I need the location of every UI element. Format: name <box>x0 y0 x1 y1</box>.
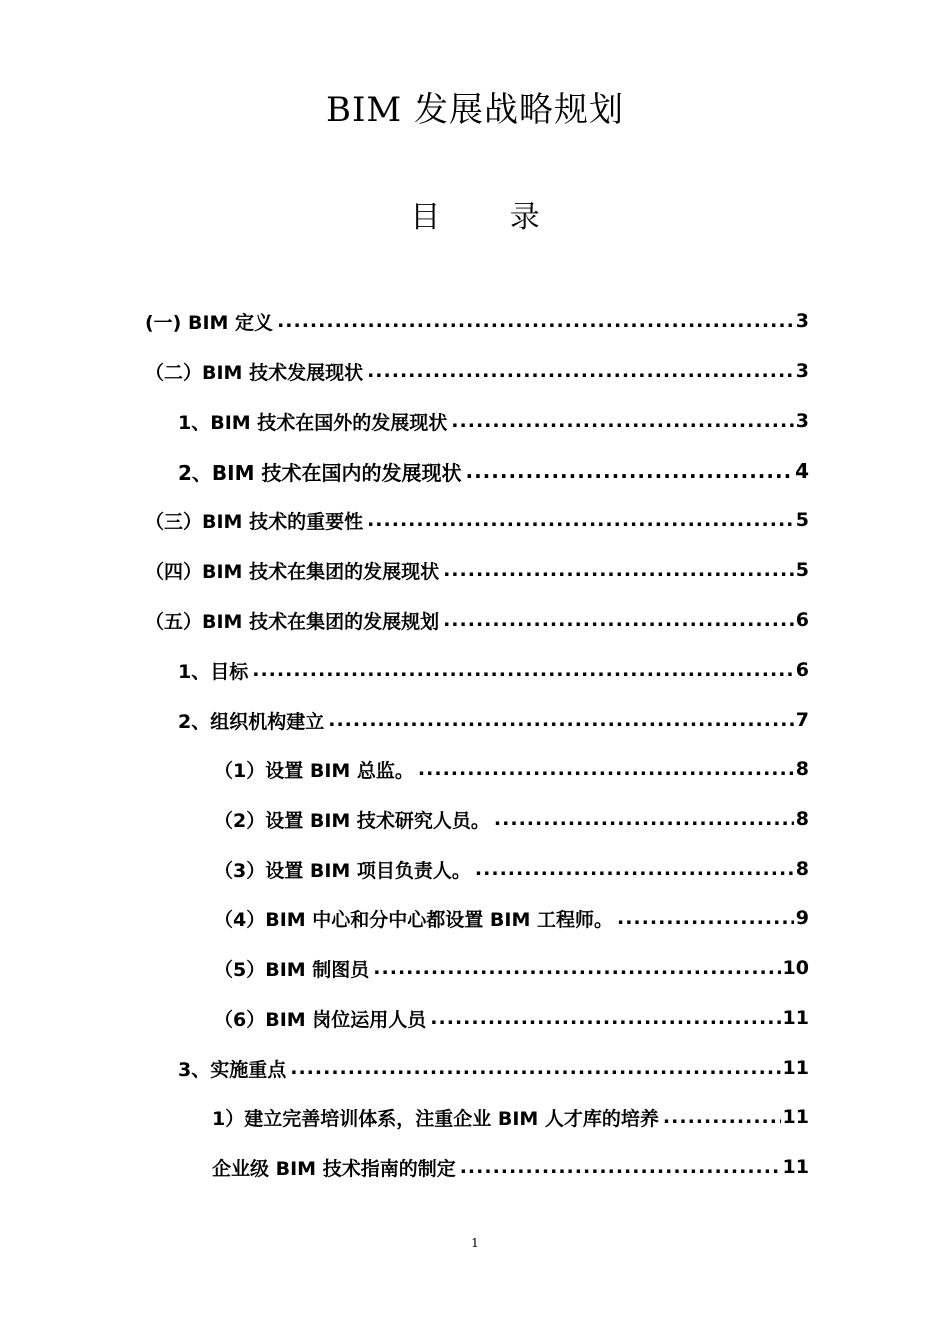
toc-entry-page: 7 <box>795 709 809 731</box>
toc-entry-page: 3 <box>795 310 809 332</box>
toc-entry[interactable] <box>178 400 809 442</box>
toc-entry-page: 6 <box>795 609 809 631</box>
toc-entry[interactable] <box>178 649 809 691</box>
toc-dot-leader <box>443 559 794 581</box>
toc-dot-leader <box>617 907 794 929</box>
toc-dot-leader <box>328 709 794 731</box>
toc-entry-text: （4）BIM 中心和分中心都设置 BIM 工程师。 <box>214 908 613 931</box>
toc-entry-page: 4 <box>795 459 809 483</box>
toc-entry-page: 10 <box>782 957 809 979</box>
toc-entry[interactable] <box>145 599 809 641</box>
toc-entry-page: 11 <box>782 1156 809 1178</box>
toc-entry[interactable] <box>178 450 809 492</box>
toc-entry-text: （二）BIM 技术发展现状 <box>145 361 364 384</box>
toc-entry-text: （2）设置 BIM 技术研究人员。 <box>214 809 490 832</box>
toc-entry-text: 1）建立完善培训体系，注重企业 BIM 人才库的培养 <box>212 1107 659 1130</box>
toc-entry[interactable] <box>214 748 809 790</box>
toc-entry[interactable] <box>145 300 809 342</box>
toc-dot-leader <box>494 808 794 830</box>
toc-entry-text: （四）BIM 技术在集团的发展现状 <box>145 560 440 583</box>
toc-entry-page: 8 <box>795 758 809 780</box>
toc-entry-text: （三）BIM 技术的重要性 <box>145 510 364 533</box>
toc-entry-text: 企业级 BIM 技术指南的制定 <box>212 1157 456 1180</box>
toc-entry-text: （1）设置 BIM 总监。 <box>214 759 414 782</box>
toc-entry-page: 8 <box>795 858 809 880</box>
toc-entry[interactable] <box>214 798 809 840</box>
toc-dot-leader <box>443 609 794 631</box>
toc-dot-leader <box>430 1007 780 1029</box>
toc-entry[interactable] <box>145 499 809 541</box>
toc-dot-leader <box>277 310 794 332</box>
toc-entry-text: 3、实施重点 <box>178 1058 287 1081</box>
toc-entry-page: 11 <box>782 1106 809 1128</box>
document-title: BIM 发展战略规划 <box>325 90 625 130</box>
toc-entry[interactable] <box>178 1047 809 1089</box>
toc-entry[interactable] <box>212 1146 809 1188</box>
toc-entry[interactable] <box>214 897 809 939</box>
toc-entry-page: 3 <box>795 410 809 432</box>
toc-heading: 目 录 <box>410 200 570 235</box>
toc-dot-leader <box>290 1057 780 1079</box>
toc-entry-text: 1、目标 <box>178 660 249 683</box>
toc-dot-leader <box>252 659 794 681</box>
toc-entry-text: 2、BIM 技术在国内的发展现状 <box>178 460 462 485</box>
toc-dot-leader <box>367 360 794 382</box>
toc-entry-text: 1、BIM 技术在国外的发展现状 <box>178 411 448 434</box>
toc-entry[interactable] <box>178 699 809 741</box>
toc-dot-leader <box>451 410 793 432</box>
toc-dot-leader <box>418 758 794 780</box>
toc-entry-page: 5 <box>795 509 809 531</box>
toc-entry-page: 11 <box>782 1007 809 1029</box>
toc-entry-page: 3 <box>795 360 809 382</box>
toc-entry[interactable] <box>212 1096 809 1138</box>
toc-entry-text: (一) BIM 定义 <box>145 311 274 334</box>
toc-dot-leader <box>373 957 780 979</box>
toc-entry-page: 11 <box>782 1057 809 1079</box>
toc-entry[interactable] <box>214 947 809 989</box>
toc-entry[interactable] <box>145 549 809 591</box>
toc-entry-text: （3）设置 BIM 项目负责人。 <box>214 859 471 882</box>
toc-entry-page: 9 <box>795 907 809 929</box>
toc-dot-leader <box>465 459 793 483</box>
toc-dot-leader <box>475 858 794 880</box>
toc-dot-leader <box>460 1156 781 1178</box>
toc-entry[interactable] <box>214 997 809 1039</box>
toc-entry-page: 8 <box>795 808 809 830</box>
toc-entry-text: （五）BIM 技术在集团的发展规划 <box>145 610 440 633</box>
toc-entry-text: 2、组织机构建立 <box>178 710 325 733</box>
page-number: 1 <box>471 1236 479 1250</box>
toc-entry-page: 6 <box>795 659 809 681</box>
toc-dot-leader <box>663 1106 781 1128</box>
toc-entry[interactable] <box>214 848 809 890</box>
toc-entry-page: 5 <box>795 559 809 581</box>
toc-entry-text: （5）BIM 制图员 <box>214 958 370 981</box>
toc-entry-text: （6）BIM 岗位运用人员 <box>214 1008 427 1031</box>
toc-entry[interactable] <box>145 350 809 392</box>
toc-dot-leader <box>367 509 794 531</box>
